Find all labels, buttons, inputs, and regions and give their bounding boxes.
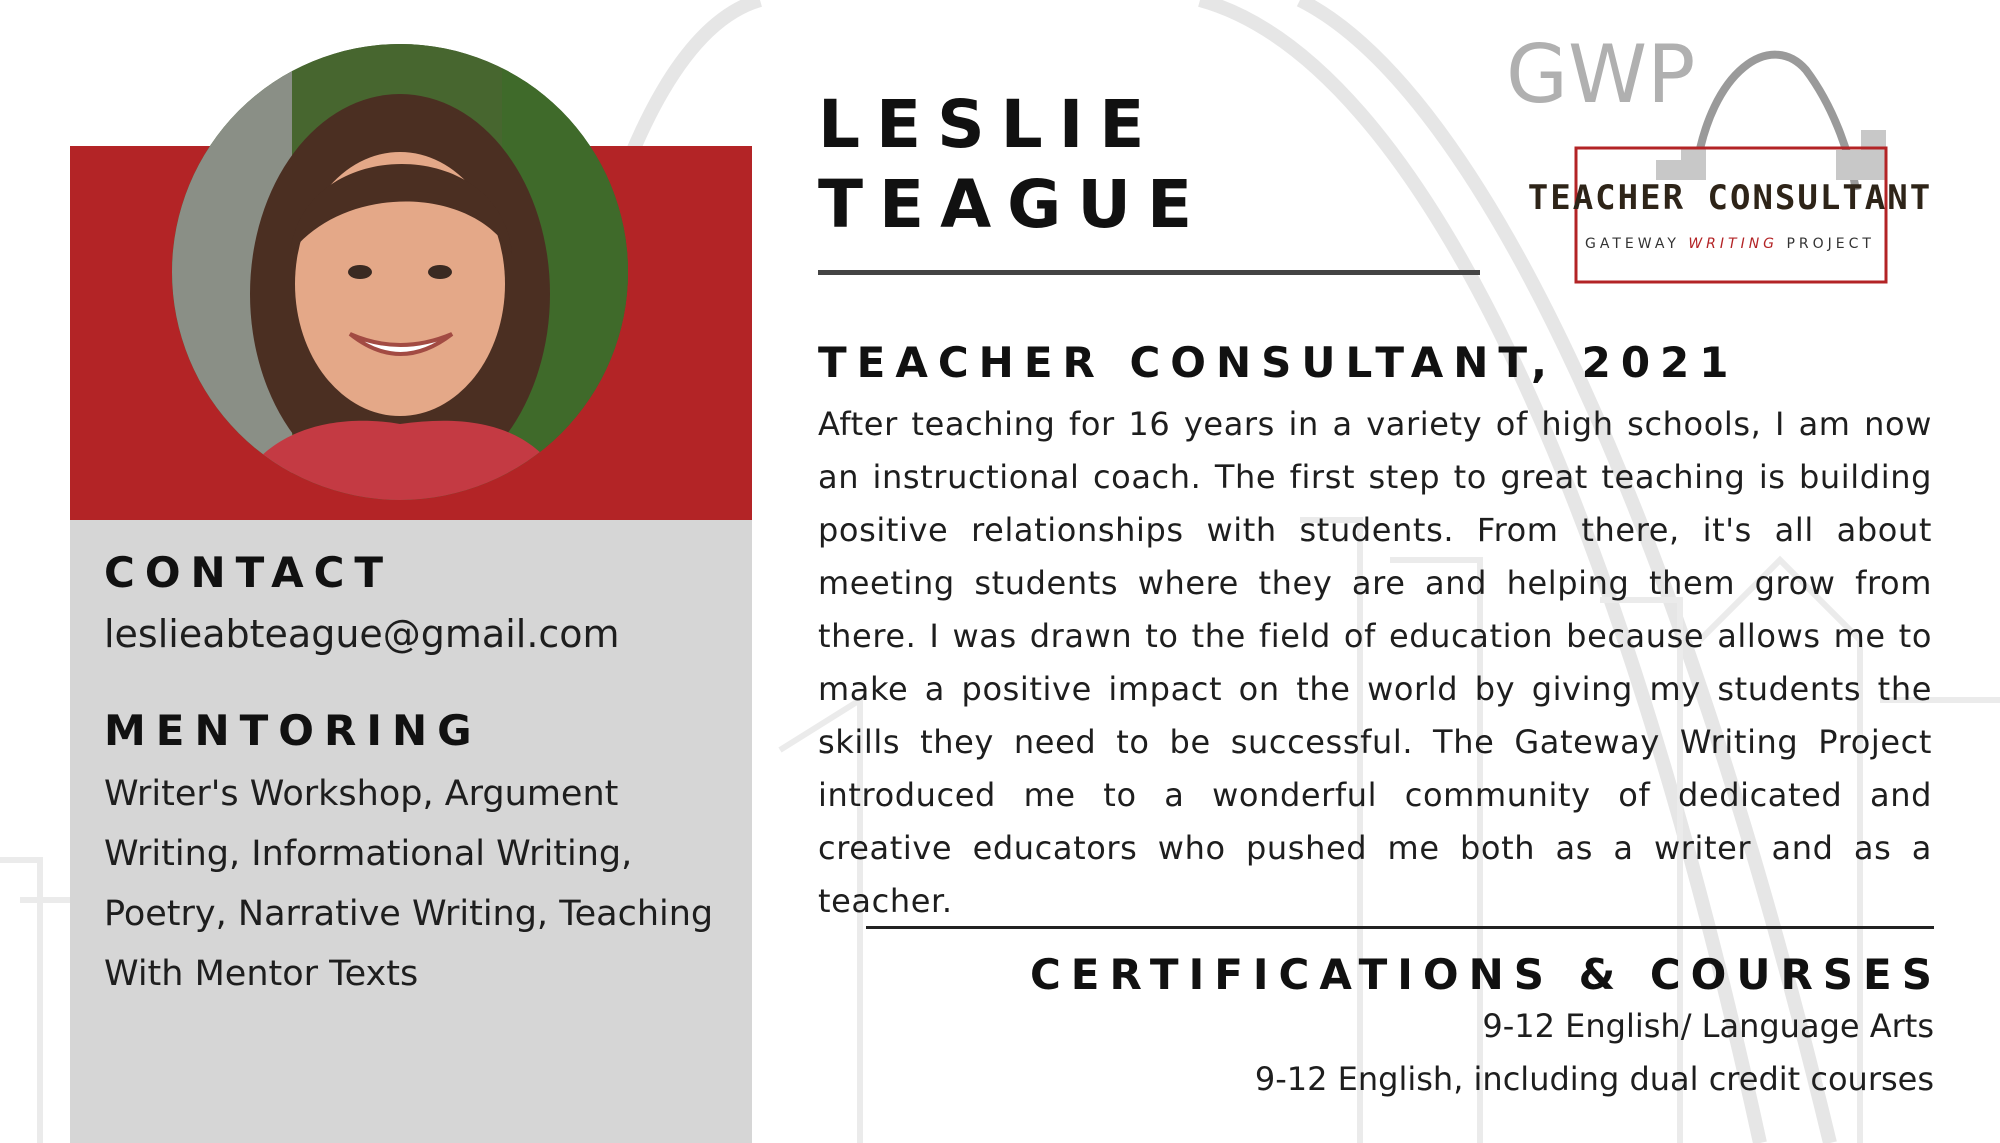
- mentoring-list: Writer's Workshop, Argument Writing, Informational Writing, Poetry, Narrative Writing, Teaching With Mentor Texts: [104, 774, 714, 994]
- logo-subtitle: [1530, 236, 1930, 252]
- bio-paragraph: After teaching for 16 years in a variety of high schools, I am now an instructional coach. The first step to great teaching is building positive relationships with students. From there, it's all about meeting students where they are and helping them grow from there. I was drawn to the field of education because allows me to make a positive impact on the world by giving my students the skills they need to be successful. The Gateway Writing Project introduced me to a wonderful community of dedicated and creative educators who pushed me both as a writer and as a teacher.: [818, 405, 1932, 920]
- logo-title: TEACHER CONSULTANT: [1527, 178, 1933, 218]
- name-divider: [818, 270, 1480, 275]
- mentoring-heading: MENTORING: [104, 706, 482, 755]
- logo-subtitle-project: PROJECT: [1786, 236, 1875, 252]
- profile-photo: [172, 44, 628, 500]
- bio-divider: [866, 926, 1934, 929]
- name-last: TEAGUE: [818, 166, 1209, 243]
- certifications-heading: CERTIFICATIONS & COURSES: [1029, 950, 1942, 999]
- name-first: LESLIE: [818, 86, 1161, 163]
- contact-heading: CONTACT: [104, 548, 394, 597]
- contact-email[interactable]: leslieabteague@gmail.com: [104, 612, 620, 656]
- logo-subtitle-writing: WRITING: [1688, 236, 1779, 252]
- gwp-logo-letters: GWP: [1506, 30, 1696, 121]
- logo-subtitle-gateway: GATEWAY: [1585, 236, 1680, 252]
- certification-item: 9-12 English/ Language Arts: [1482, 1007, 1934, 1045]
- role-heading: TEACHER CONSULTANT, 2021: [818, 338, 1739, 387]
- certification-item: 9-12 English, including dual credit courses: [1254, 1060, 1934, 1098]
- certifications-list: [1255, 1000, 1934, 1106]
